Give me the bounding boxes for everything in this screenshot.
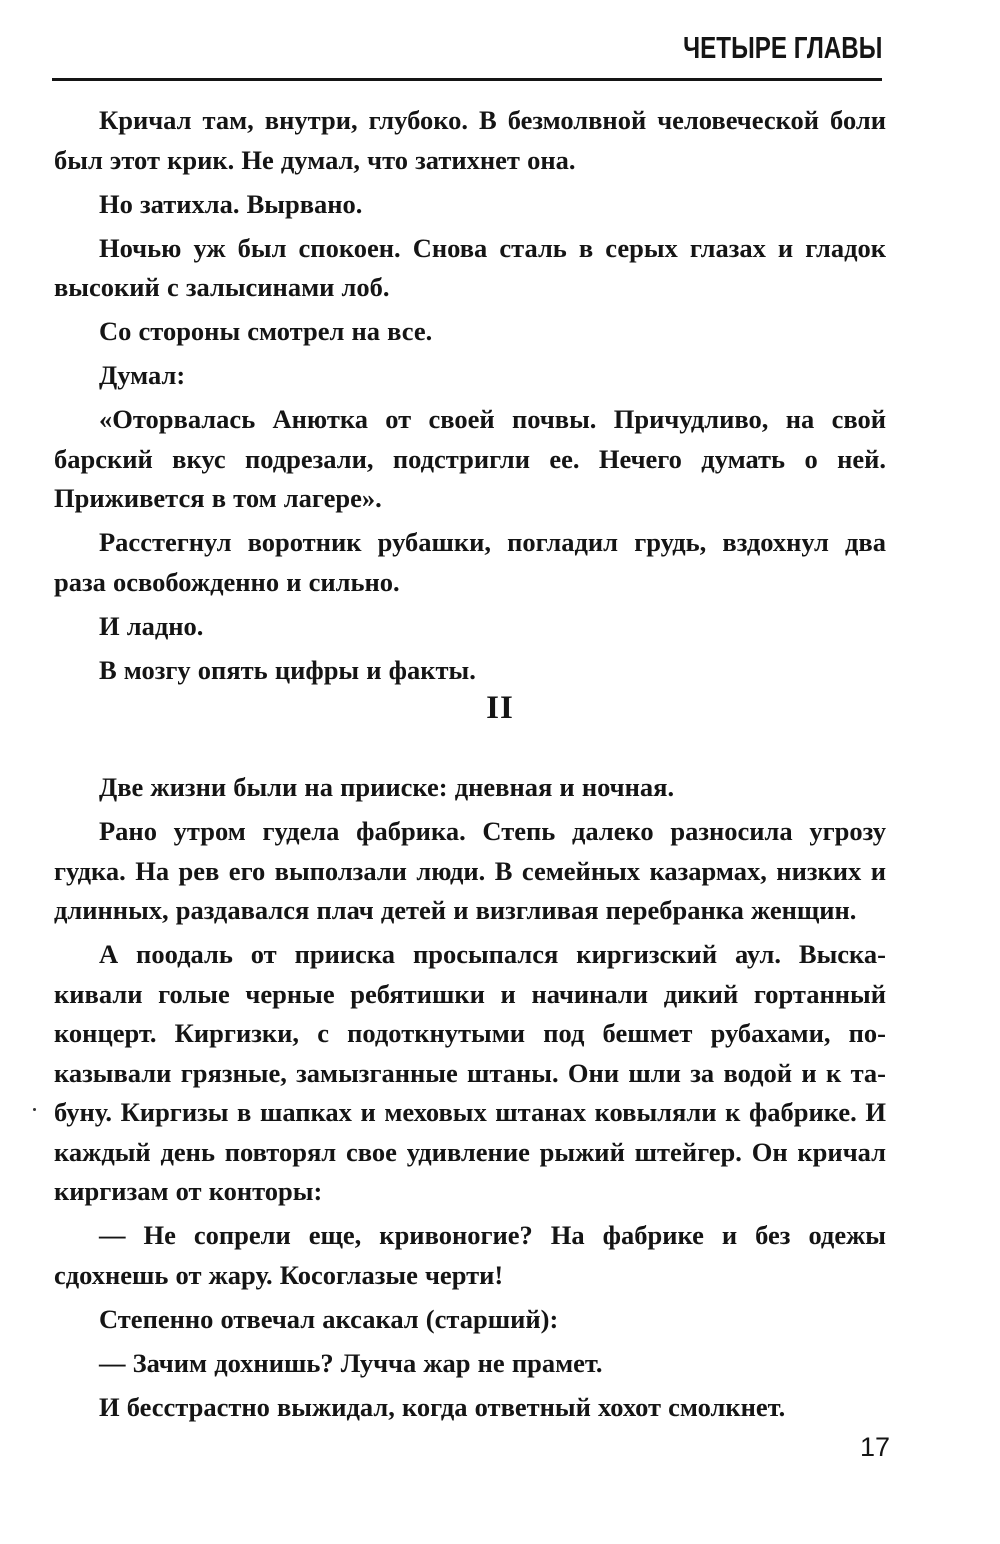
page-number: 17 xyxy=(859,1432,890,1462)
paragraph: Со стороны смотрел на все. xyxy=(99,316,433,346)
paragraph: И бесстрастно выжидал, когда ответный хохот смолкнет. xyxy=(99,1391,786,1422)
paragraph: И ладно. xyxy=(99,610,204,641)
paragraph: Две жизни были на прииске: дневная и ночная. xyxy=(99,772,675,802)
paragraph: Рано утром гудела фабрика. Степь далеко разносила угрозу гудка. На рев его выползали люди. В семейных казармах, низких и длинных, раздавался плач детей и визгливая перебранка женщин. xyxy=(54,816,886,925)
header-rule xyxy=(52,78,882,81)
paragraph: — Не сопрели еще, кривоногие? На фабрике и без одежы сдохнешь от жару. Косоглазые черти! xyxy=(54,1220,886,1290)
paragraph: В мозгу опять цифры и факты. xyxy=(99,654,476,685)
paragraph: Но затихла. Вырвано. xyxy=(99,188,363,219)
print-speck xyxy=(33,1108,36,1111)
paragraph: Степенно отвечал аксакал (старший): xyxy=(99,1303,559,1334)
paragraph: — Зачим дохнишь? Лучча жар не прамет. xyxy=(99,1347,603,1378)
section-two-text xyxy=(54,768,886,1427)
running-header xyxy=(52,22,882,80)
section-one-text xyxy=(54,101,886,695)
running-title: ЧЕТЫРЕ ГЛАВЫ xyxy=(682,30,882,65)
paragraph: Расстегнул воротник рубашки, погладил грудь, вздохнул два раза освобожденно и сильно. xyxy=(54,527,886,597)
paragraph: Ночью уж был спокоен. Снова сталь в серых глазах и гладок высокий с залысинами лоб. xyxy=(54,232,886,302)
paragraph: «Оторвалась Анютка от своей почвы. Причудливо, на свой барский вкус подрезали, подстригли ее. Нечего думать о ней. Приживется в том лагере». xyxy=(54,404,886,513)
paragraph: Кричал там, внутри, глубоко. В безмолвной человеческой боли был этот крик. Не думал, что затихнет она. xyxy=(54,105,886,175)
paragraph: А поодаль от прииска просыпался киргизский аул. Выскакивали голые черные ребятишки и начинали дикий гортанный концерт. Киргизки, с подоткнутыми под бешмет рубахами, показывали грязные, замызганные штаны. Они шли за водой и к табуну. Киргизы в шапках и меховых штанах ковыляли к фабрике. И каждый день повторял свое удивление рыжий штейгер. Он кричал киргизам от конторы: xyxy=(54,939,886,1206)
paragraph: Думал: xyxy=(99,360,186,390)
section-heading: II xyxy=(486,690,514,726)
